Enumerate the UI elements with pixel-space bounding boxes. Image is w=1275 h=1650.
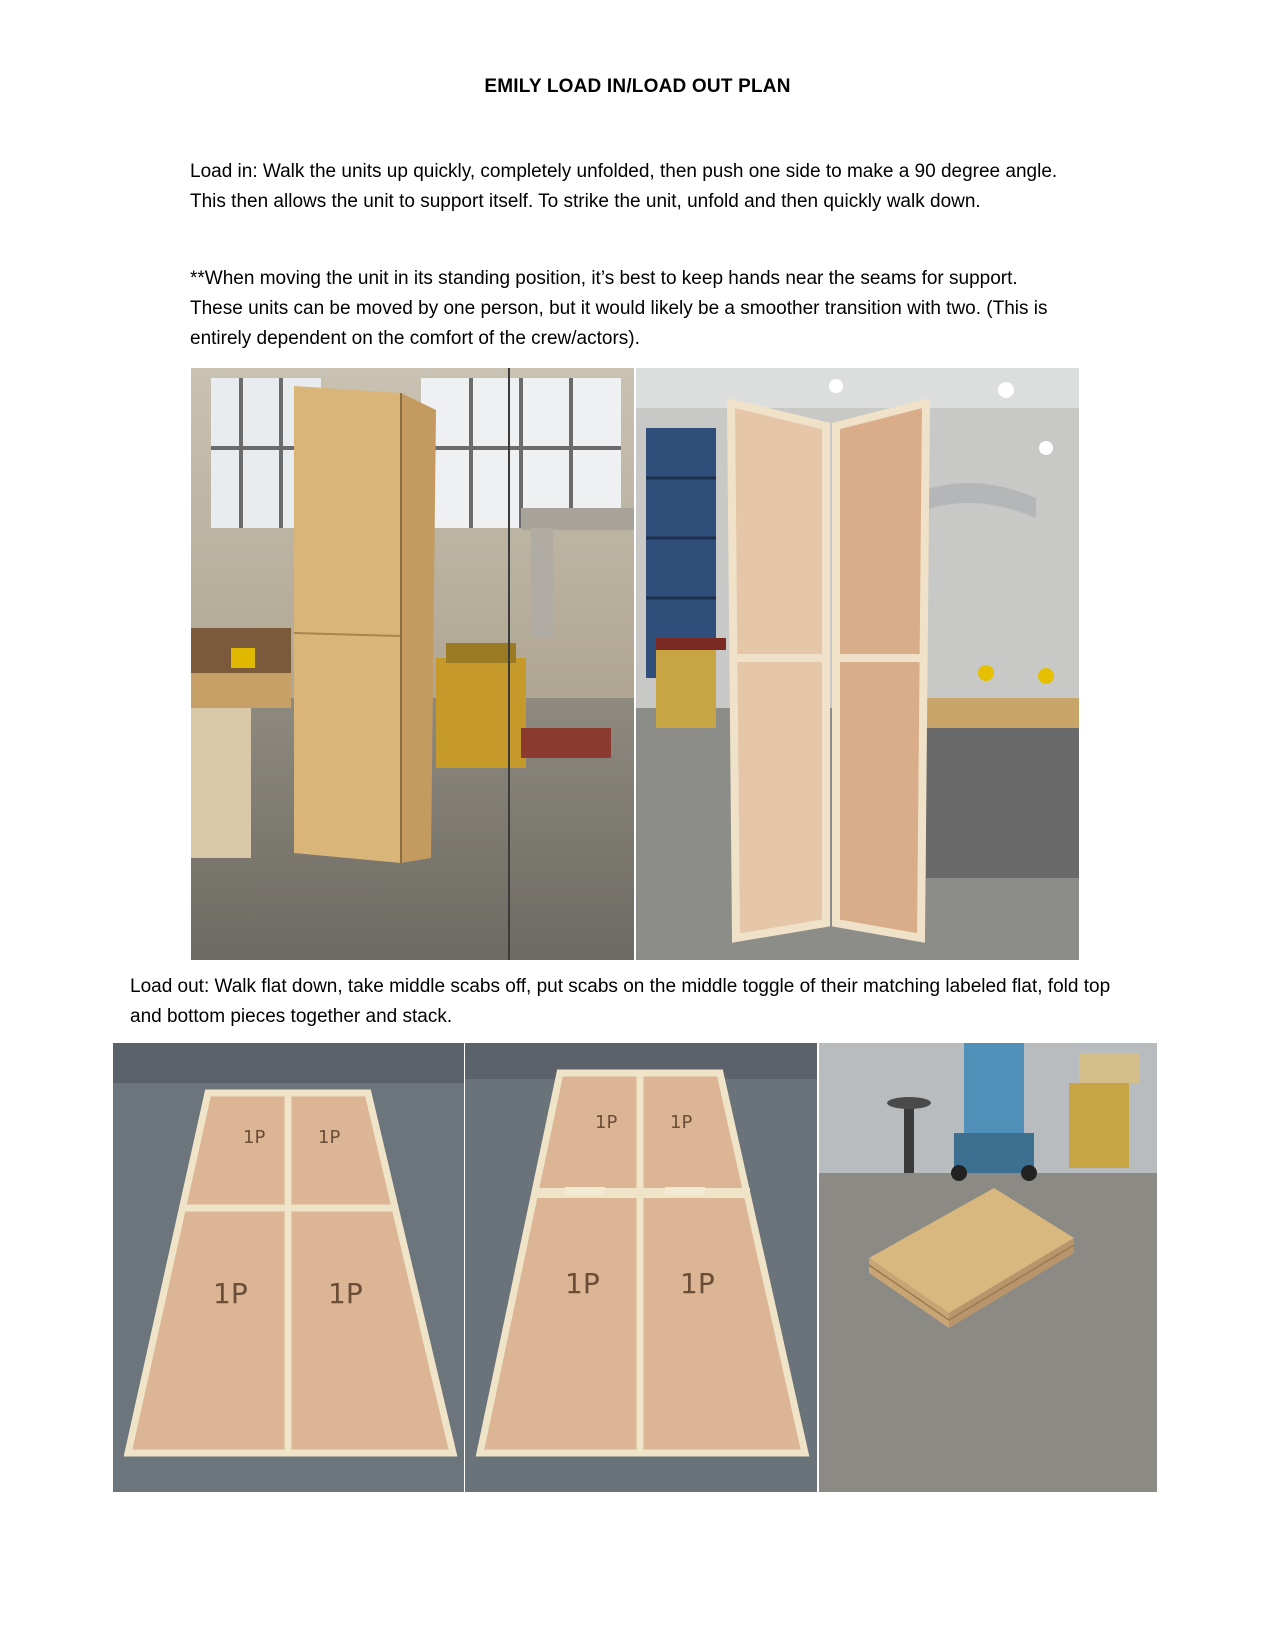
flat-label-bottom-left: 1P <box>213 1277 248 1310</box>
photo-stacked-flats <box>819 1043 1157 1492</box>
photo-unit-standing-back <box>636 368 1079 960</box>
flat-label-bottom-left-2: 1P <box>565 1267 600 1300</box>
note-paragraph: **When moving the unit in its standing position, it’s best to keep hands near the seams for support. These units can be moved by one person, but it would likely be a smoother transition with two. (This is entirely dependent on the comfort of the crew/actors). <box>190 268 1048 349</box>
flat-label-top-right-2: 1P <box>670 1112 693 1133</box>
load-out-paragraph: Load out: Walk flat down, take middle scabs off, put scabs on the middle toggle of their matching labeled flat, fold top and bottom pieces together and stack. <box>130 976 1111 1027</box>
photo-unit-standing-angle <box>191 368 634 960</box>
document-title: EMILY LOAD IN/LOAD OUT PLAN <box>484 76 791 97</box>
load-in-paragraph: Load in: Walk the units up quickly, completely unfolded, then push one side to make a 90 degree angle. This then allows the unit to support itself. To strike the unit, unfold and then quickly walk down. <box>190 161 1058 212</box>
photo-flat-down-scabs-on <box>113 1043 464 1492</box>
flat-label-top-right: 1P <box>318 1127 341 1148</box>
photo-flat-down-scabs-moved <box>465 1043 817 1492</box>
flat-label-top-left: 1P <box>243 1127 266 1148</box>
flat-label-bottom-right-2: 1P <box>680 1267 715 1300</box>
flat-label-top-left-2: 1P <box>595 1112 618 1133</box>
flat-label-bottom-right: 1P <box>328 1277 363 1310</box>
